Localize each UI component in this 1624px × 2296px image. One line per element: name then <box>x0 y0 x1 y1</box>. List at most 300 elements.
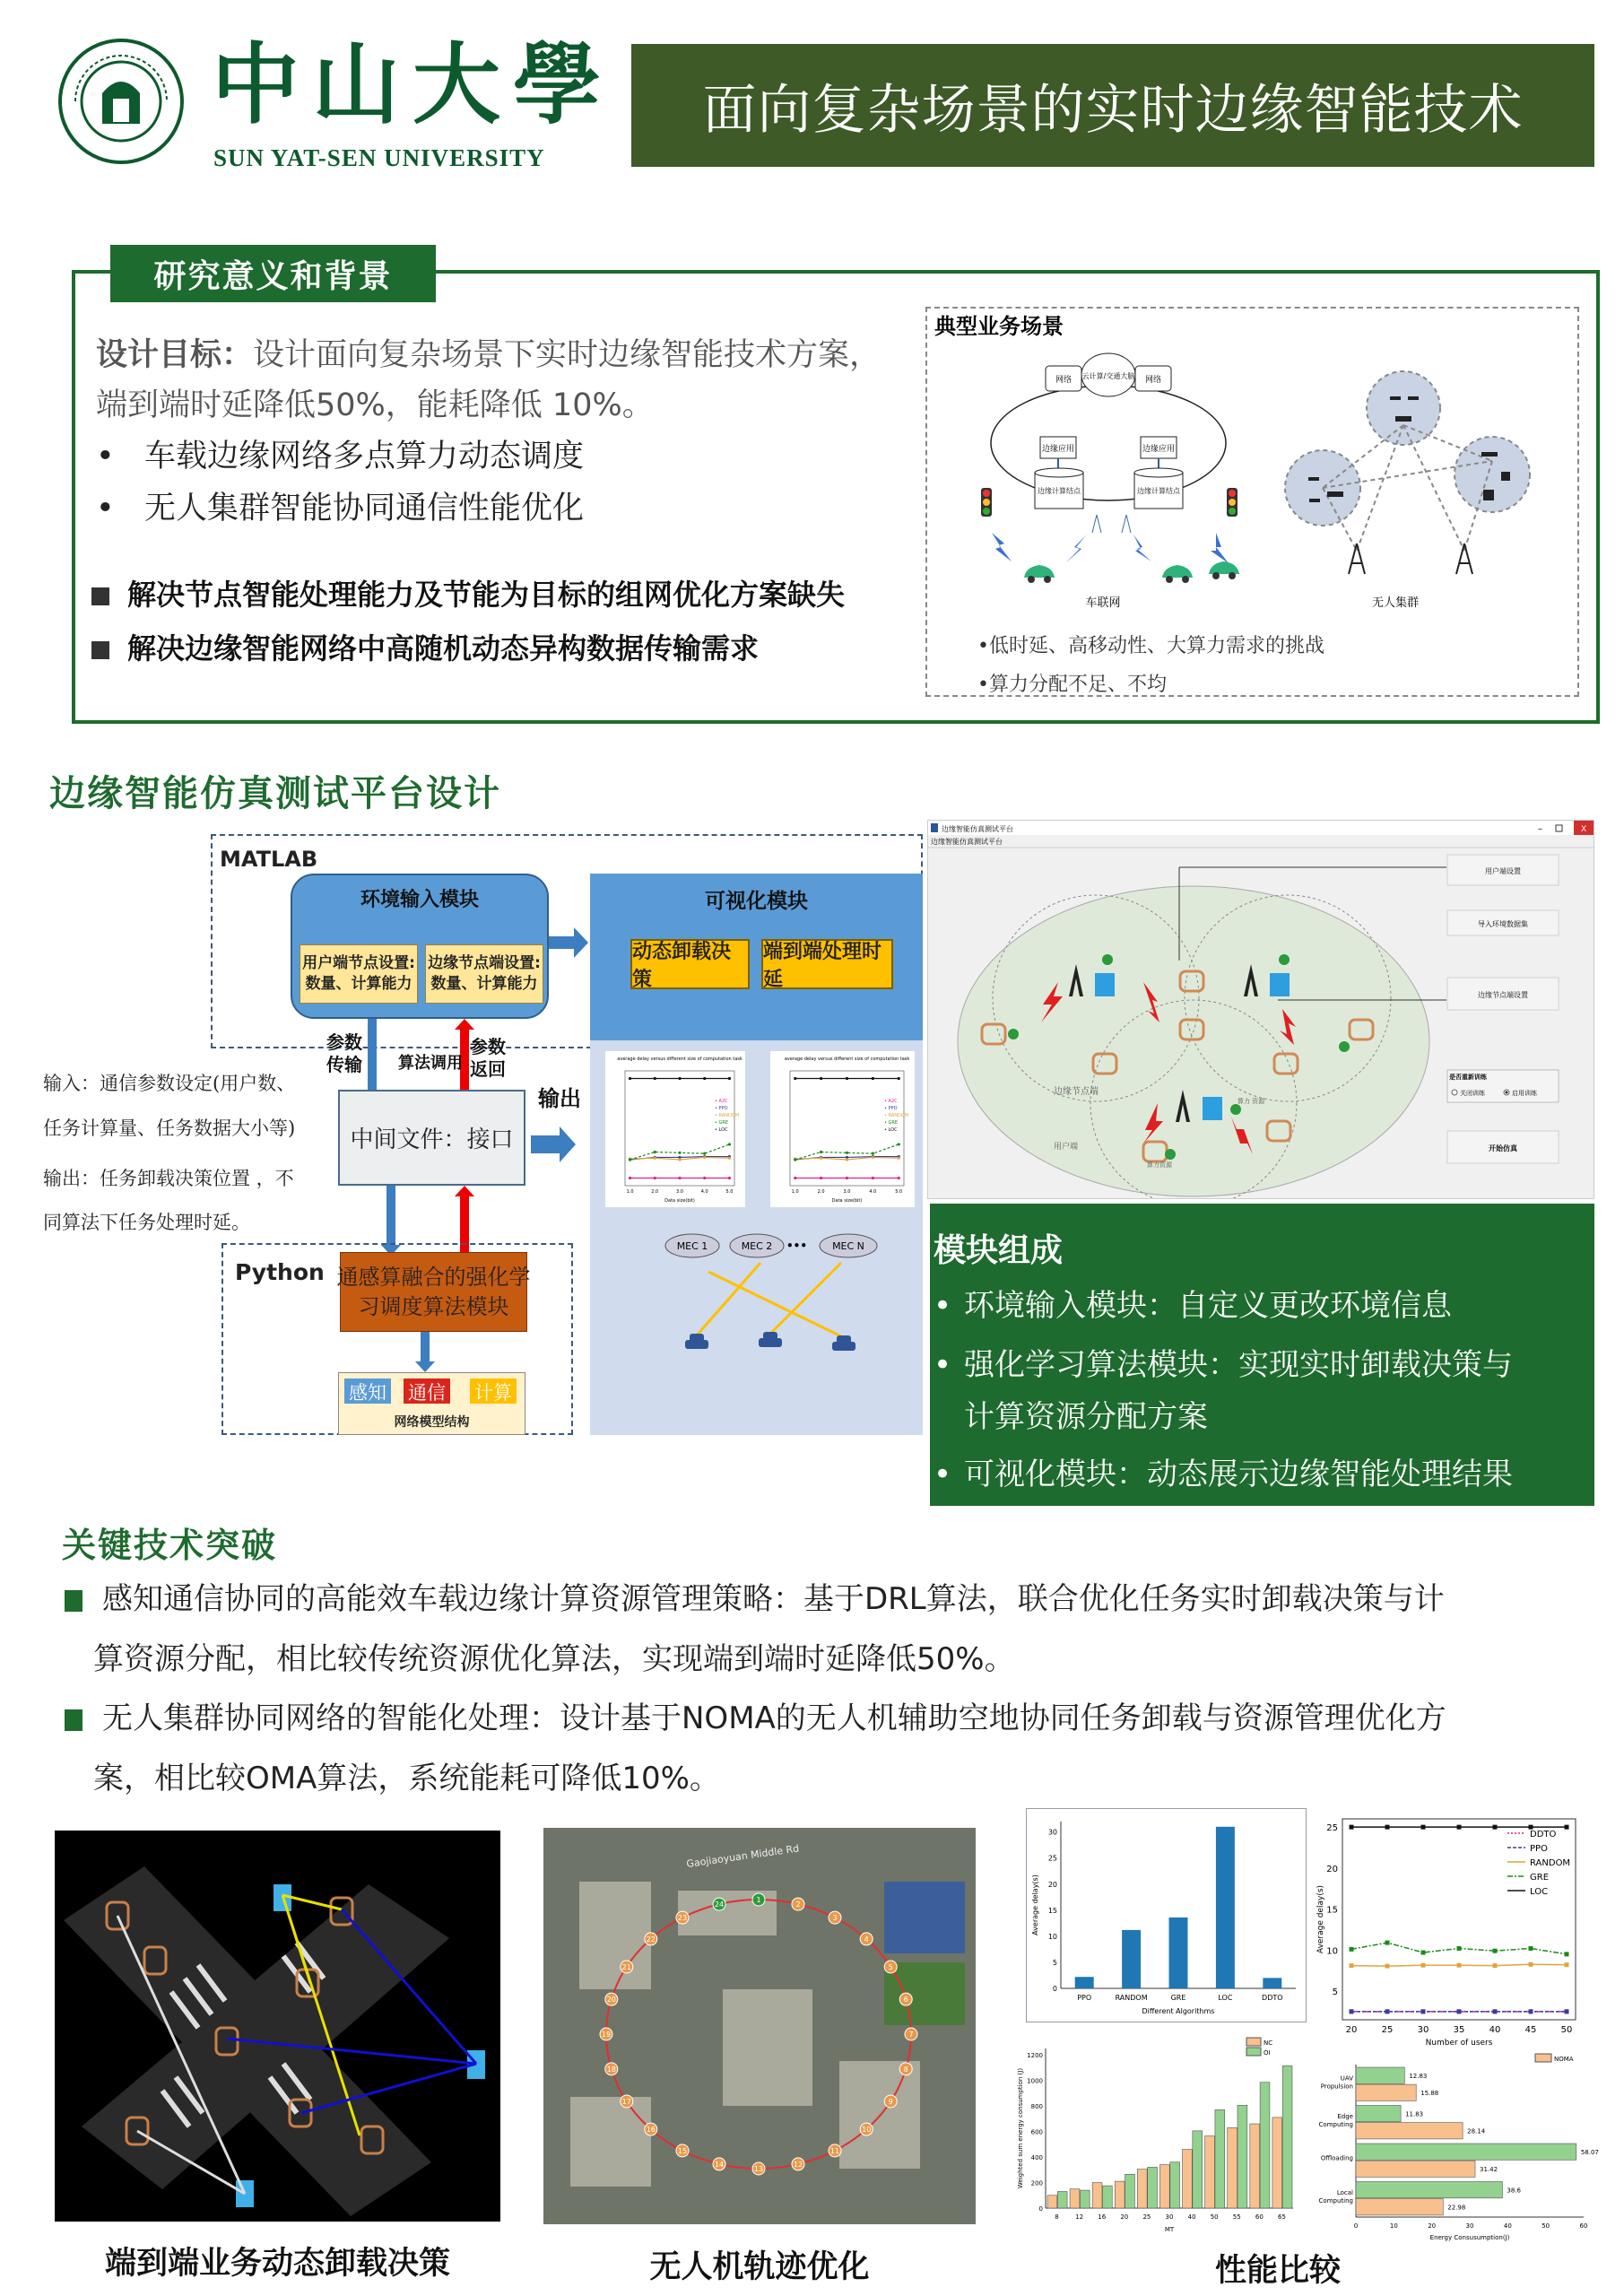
traffic-light-icon <box>981 488 992 517</box>
io-note: 任务计算量、任务数据大小等) <box>43 1118 296 1139</box>
net-part-sensing: 感知 <box>344 1378 391 1404</box>
legend-entry: GRE <box>1530 1873 1550 1883</box>
x-axis-label: Different Algorithms <box>1142 2007 1215 2015</box>
tick-label: RANDOM <box>1115 1994 1148 2002</box>
tick-label: 20 <box>1047 1880 1057 1889</box>
tick-label: 3.0 <box>676 1189 683 1195</box>
data-point <box>1385 1941 1390 1945</box>
env-module-title: 环境输入模块 <box>360 889 479 911</box>
data-point <box>1385 1825 1390 1830</box>
edge-node-label: 边缘计算结点 <box>1137 487 1180 495</box>
bar-oma <box>1356 2067 1404 2083</box>
data-point <box>1493 1825 1498 1830</box>
menu-item[interactable]: 边缘智能仿真测试平台 <box>931 838 1003 846</box>
network-label: 网络 <box>1055 376 1073 385</box>
algo-call-label: 算法调用 <box>398 1054 463 1073</box>
data-point <box>629 1158 631 1161</box>
legend-entry: • PPO <box>715 1106 728 1111</box>
road-label: Gaojiaoyuan Middle Rd <box>685 1842 800 1870</box>
tick-label: PPO <box>1077 1994 1092 2002</box>
figure-caption: 无人机轨迹优化 <box>649 2249 870 2285</box>
simulation-platform-window <box>927 820 1594 1199</box>
tick-label: 35 <box>1453 2025 1465 2035</box>
data-point <box>1529 1825 1533 1830</box>
offloading-decision-figure <box>55 1831 500 2222</box>
tick-label: 0 <box>1052 1985 1057 1993</box>
bar-ddto <box>1263 1978 1281 1988</box>
tick-label: 600 <box>1030 2128 1043 2136</box>
bar-oma <box>1102 2186 1112 2208</box>
car-icon <box>1024 565 1055 583</box>
minimize-button[interactable]: – <box>1538 824 1542 834</box>
data-point <box>872 1156 874 1159</box>
module-item <box>934 1392 1208 1444</box>
energy-grouped-bar-chart <box>1015 2036 1304 2244</box>
challenge-item: •算力分配不足、不均 <box>977 674 1167 695</box>
legend-entry: OI <box>1264 2049 1271 2057</box>
bullet-item: • 无人集群智能协同通信性能优化 <box>96 491 585 526</box>
waypoint-label: 21 <box>621 1963 631 1971</box>
tick-label: 16 <box>1098 2213 1107 2221</box>
data-point <box>1529 1946 1533 1951</box>
python-label: Python <box>235 1259 325 1285</box>
legend-entry: RANDOM <box>1530 1858 1571 1868</box>
antenna-icon <box>1092 515 1131 533</box>
data-point <box>678 1177 681 1179</box>
tick-label: 30 <box>1465 2222 1474 2230</box>
waypoint-label: 8 <box>903 2065 908 2074</box>
tick-label: 0 <box>1038 2205 1043 2213</box>
uav-trajectory-figure <box>543 1828 976 2224</box>
design-goal-line2: 端到端时延降低50%，能耗降低 10%。 <box>96 387 654 423</box>
matlab-label: MATLAB <box>220 847 318 872</box>
button-label: 用户端设置 <box>1485 867 1521 875</box>
window-title: 边缘智能仿真测试平台 <box>942 825 1013 833</box>
legend-entry: • A2C <box>884 1099 898 1104</box>
tick-label: 1.0 <box>791 1189 799 1195</box>
tick-label: 2.0 <box>817 1189 825 1195</box>
data-point <box>1421 2009 1426 2013</box>
y-axis-label: Average delay(s) <box>1031 1874 1039 1935</box>
tick-label: 1000 <box>1027 2077 1043 2085</box>
chart-title: average delay versus different size of computation task <box>784 1057 910 1062</box>
data-point <box>898 1143 900 1145</box>
waypoint-label: 9 <box>888 2098 893 2106</box>
module-text: 计算资源分配方案 <box>964 1399 1208 1435</box>
bar-oma <box>1125 2174 1135 2208</box>
param-return-label: 参数 返回 <box>470 1036 506 1080</box>
waypoint-label: 6 <box>903 1996 908 2005</box>
waypoint-label: 2 <box>795 1900 801 1909</box>
bar-noma <box>1356 2123 1463 2139</box>
category-label: Propulsion <box>1320 2083 1353 2091</box>
tick-label: 30 <box>1165 2213 1174 2221</box>
vis-item: 端到端处理时延 <box>761 939 893 989</box>
bar-noma <box>1115 2181 1125 2208</box>
network-label: 网络 <box>1144 376 1162 385</box>
bar-ppo <box>1075 1977 1094 1988</box>
legend-entry: • LOC <box>715 1127 728 1133</box>
data-point <box>654 1151 656 1153</box>
ellipsis: ••• <box>786 1239 808 1252</box>
data-label: 12.83 <box>1409 2072 1428 2080</box>
tick-label: 15 <box>1326 1905 1338 1916</box>
uav-label: 无人集群 <box>1371 596 1420 610</box>
section-tab-background: 研究意义和背景 <box>110 245 436 302</box>
tick-label: 65 <box>1277 2213 1286 2221</box>
data-point <box>1385 1964 1390 1969</box>
data-point <box>1421 1825 1426 1830</box>
legend-entry: • RANDOM <box>884 1113 909 1118</box>
middle-file-interface: 中间文件：接口 <box>338 1090 525 1186</box>
start-simulation-button[interactable] <box>1447 1131 1559 1163</box>
data-point <box>898 1077 900 1080</box>
waypoint-label: 23 <box>677 1914 688 1923</box>
waypoint-label: 19 <box>601 2031 612 2039</box>
category-label: Local <box>1336 2188 1353 2196</box>
data-point <box>1565 1825 1569 1830</box>
tick-label: 20 <box>1326 1864 1338 1874</box>
design-goal <box>96 330 881 375</box>
university-name-en: SUN YAT-SEN UNIVERSITY <box>213 144 545 171</box>
resource-label: 算力资源 <box>1147 1161 1172 1169</box>
tick-label: 25 <box>1326 1823 1338 1834</box>
bar-random <box>1122 1930 1141 1988</box>
data-point <box>898 1177 900 1179</box>
bar-noma <box>1250 2124 1260 2208</box>
paragraph-text: 感知通信协同的高能效车载边缘计算资源管理策略：基于DRL算法，联合优化任务实时卸载决策与计 <box>102 1581 1445 1617</box>
mini-delay-chart <box>770 1051 915 1207</box>
data-label: 58.07 <box>1580 2148 1599 2156</box>
data-point <box>1457 1825 1462 1830</box>
vnet-label: 车联网 <box>1085 596 1121 610</box>
y-axis-label: Weighted sum energy consumption (J) <box>1017 2067 1024 2189</box>
category-label: Edge <box>1337 2112 1353 2120</box>
tick-label: 0 <box>1353 2222 1359 2230</box>
data-point <box>703 1077 706 1080</box>
data-point <box>629 1077 631 1080</box>
tick-label: 5 <box>1052 1958 1057 1967</box>
data-point <box>654 1077 656 1080</box>
net-part-computing: 计算 <box>470 1378 517 1404</box>
data-point <box>629 1177 631 1179</box>
group-label: 是否重新训练 <box>1449 1074 1487 1081</box>
bar-noma <box>1205 2136 1215 2208</box>
param-transfer-label: 参数 传输 <box>326 1031 362 1075</box>
edge-settings-button[interactable] <box>1447 978 1559 1010</box>
tick-label: 50 <box>1541 2222 1550 2230</box>
mec-offloading-diagram <box>590 1220 923 1372</box>
design-goal-text: 设计面向复杂场景下实时边缘智能技术方案， <box>253 337 881 373</box>
edge-node-setting: 边缘节点端设置: 数量、计算能力 <box>425 944 543 1004</box>
mec-label: MEC 2 <box>741 1240 773 1252</box>
bar-oma <box>1356 2106 1401 2122</box>
module-text: 可视化模块：动态展示边缘智能处理结果 <box>964 1457 1513 1492</box>
legend-entry: • GRE <box>884 1120 899 1126</box>
waypoint-label: 17 <box>621 2098 631 2106</box>
offload-arrows <box>696 1263 841 1336</box>
tick-label: DDTO <box>1262 1994 1283 2002</box>
square-bullet-icon <box>91 587 109 605</box>
data-point <box>1350 2009 1354 2013</box>
tick-label: 10 <box>1389 2222 1398 2230</box>
paragraph-text: 案，相比较OMA算法，系统能耗可降低10%。 <box>93 1761 720 1796</box>
waypoint-label: 4 <box>864 1935 869 1944</box>
output-label: 输出 <box>538 1086 581 1111</box>
tick-label: 800 <box>1030 2103 1043 2111</box>
lightning-icon <box>992 533 1229 563</box>
delay-line-chart <box>1314 1813 1583 2048</box>
paragraph-text: 无人集群协同网络的智能化处理：设计基于NOMA的无人机辅助空地协同任务卸载与资源管理优化方 <box>102 1700 1446 1736</box>
bar-noma <box>1228 2127 1238 2208</box>
vis-module-title: 可视化模块 <box>705 890 808 913</box>
traffic-light-icon <box>1227 488 1238 517</box>
legend-entry: PPO <box>1530 1844 1548 1854</box>
waypoint-label: 7 <box>908 2031 914 2039</box>
mec-label: MEC N <box>832 1240 864 1252</box>
network-ellipse <box>991 386 1226 500</box>
data-point <box>1493 1949 1498 1953</box>
data-point <box>1529 2009 1533 2013</box>
tick-label: 8 <box>1055 2213 1059 2221</box>
waypoint-label: 1 <box>756 1896 761 1904</box>
bar-noma <box>1070 2189 1080 2208</box>
io-note: 输出：任务卸载决策位置 ，不 <box>43 1168 294 1189</box>
tick-label: 5.0 <box>725 1189 734 1195</box>
paragraph-text: 算资源分配，相比较传统资源优化算法，实现端到端时延降低50%。 <box>93 1641 1015 1677</box>
tick-label: 1.0 <box>626 1189 634 1195</box>
legend-entry: DDTO <box>1530 1830 1557 1839</box>
app-icon <box>931 823 938 832</box>
tick-label: 40 <box>1187 2213 1196 2221</box>
user-label: 用户端 <box>1054 1143 1079 1152</box>
io-note: 输入：通信参数设定(用户数、 <box>43 1073 296 1094</box>
module-item: • 可视化模块：动态展示边缘智能处理结果 <box>934 1457 1513 1492</box>
data-point <box>1457 1946 1462 1951</box>
tick-label: 50 <box>1560 2025 1573 2035</box>
data-point <box>846 1152 848 1154</box>
data-label: 11.83 <box>1405 2110 1424 2118</box>
problem-item <box>91 572 845 613</box>
modules-title: 模块组成 <box>934 1232 1064 1269</box>
car-icon <box>685 1334 708 1349</box>
bullet-text: 车载边缘网络多点算力动态调度 <box>144 439 585 474</box>
bar-noma <box>1159 2165 1169 2208</box>
data-point <box>1565 1962 1569 1967</box>
scenario-title: 典型业务场景 <box>934 314 1064 339</box>
square-bullet-icon <box>65 1590 83 1612</box>
cell-tower-icon <box>1349 544 1472 574</box>
car-icon <box>759 1332 782 1347</box>
waypoint-label: 10 <box>862 2126 872 2135</box>
waypoint-label: 20 <box>606 1996 616 2005</box>
tick-label: 60 <box>1255 2213 1264 2221</box>
vis-item: 动态卸载决策 <box>630 939 750 989</box>
bar-noma <box>1356 2161 1475 2177</box>
data-point <box>794 1077 796 1080</box>
data-label: 38.6 <box>1507 2187 1522 2195</box>
data-point <box>1421 1963 1426 1968</box>
category-label: Computing <box>1318 2196 1353 2205</box>
data-point <box>1350 1963 1354 1968</box>
data-point <box>1529 1962 1533 1967</box>
bar-noma <box>1047 2196 1057 2208</box>
waypoint-label: 14 <box>714 2160 725 2169</box>
y-axis-label: Average delay(s) <box>1316 1884 1325 1954</box>
waypoint-label: 11 <box>829 2146 840 2155</box>
bullet-item: • 车载边缘网络多点算力动态调度 <box>96 439 585 474</box>
scenario-panel <box>925 307 1579 697</box>
mec-node <box>730 1234 784 1257</box>
data-point <box>654 1177 656 1179</box>
figure-caption: 端到端业务动态卸载决策 <box>104 2246 450 2282</box>
square-bullet-icon <box>91 641 109 659</box>
data-label: 22.98 <box>1447 2204 1466 2212</box>
tick-label: 12 <box>1075 2213 1084 2221</box>
data-point <box>1565 2009 1569 2013</box>
module-text: 强化学习算法模块：实现实时卸载决策与 <box>964 1347 1513 1383</box>
tick-label: 10 <box>1047 1932 1057 1941</box>
data-point <box>872 1152 874 1155</box>
data-point <box>1565 1952 1569 1956</box>
tick-label: 200 <box>1030 2179 1043 2187</box>
tick-label: 50 <box>1210 2213 1219 2221</box>
data-label: 28.14 <box>1467 2127 1486 2135</box>
chart-title: average delay versus different size of computation task <box>617 1057 743 1062</box>
tick-label: 3.0 <box>843 1189 851 1195</box>
arrow-right-icon <box>549 927 590 958</box>
data-point <box>1350 1947 1354 1952</box>
waypoint-label: 13 <box>753 2165 764 2173</box>
tick-label: 5 <box>1332 1987 1338 1997</box>
legend-entry: • RANDOM <box>715 1113 740 1118</box>
legend-swatch <box>1535 2054 1551 2062</box>
tick-label: 2.0 <box>651 1189 659 1195</box>
data-point <box>820 1077 822 1080</box>
legend-entry: • A2C <box>715 1099 728 1104</box>
edge-node-left <box>1035 437 1083 509</box>
bar-oma <box>1193 2131 1203 2208</box>
io-note: 同算法下任务处理时延。 <box>43 1212 250 1233</box>
legend-entry: LOC <box>1530 1887 1549 1897</box>
tick-label: 20 <box>1428 2222 1437 2230</box>
tick-label: LOC <box>1218 1994 1233 2002</box>
data-point <box>872 1177 874 1179</box>
data-point <box>678 1158 681 1161</box>
user-node-setting: 用户端节点设置: 数量、计算能力 <box>300 944 418 1004</box>
tick-label: 20 <box>1120 2213 1129 2221</box>
bar-noma <box>1356 2084 1416 2100</box>
data-point <box>794 1177 796 1179</box>
data-point <box>703 1152 706 1155</box>
cloud-label: 云计算/交通大脑 <box>1081 372 1135 380</box>
bar-noma <box>1137 2170 1147 2208</box>
data-point <box>703 1177 706 1179</box>
data-point <box>1457 2009 1462 2013</box>
tick-label: 4.0 <box>869 1189 877 1195</box>
waypoint-label: 15 <box>677 2146 688 2155</box>
button-label: 开始仿真 <box>1489 1144 1517 1152</box>
bar-oma <box>1170 2162 1180 2208</box>
bar-oma <box>1057 2191 1067 2208</box>
button-label: 边缘节点端设置 <box>1478 991 1528 999</box>
tick-label: 20 <box>1345 2025 1358 2035</box>
arrow-right-icon <box>531 1126 576 1162</box>
waypoint-label: 5 <box>888 1963 893 1971</box>
data-point <box>898 1157 900 1160</box>
bar-oma <box>1260 2083 1270 2208</box>
rl-scheduling-module: 通感算融合的强化学 习调度算法模块 <box>340 1252 527 1332</box>
data-point <box>1421 1951 1426 1955</box>
legend-entry: NC <box>1264 2039 1273 2047</box>
tick-label: 5.0 <box>895 1189 903 1195</box>
x-axis-label: MT <box>1164 2226 1175 2233</box>
edge-node-right <box>1134 437 1183 509</box>
poster-title: 面向复杂场景的实时边缘智能技术 <box>631 44 1594 167</box>
tick-label: 1200 <box>1027 2052 1043 2060</box>
university-name-cn: 中山大學 <box>212 33 614 136</box>
tick-label: 400 <box>1030 2154 1043 2162</box>
bar-oma <box>1282 2066 1292 2208</box>
bar-oma <box>1238 2105 1247 2208</box>
user-settings-button[interactable] <box>1447 855 1559 885</box>
data-point <box>1350 1825 1354 1830</box>
net-part-communication: 通信 <box>404 1378 450 1404</box>
data-point <box>846 1177 848 1179</box>
university-seal <box>57 38 185 165</box>
tick-label: 40 <box>1503 2222 1512 2230</box>
cloud-icon <box>1046 353 1171 396</box>
legend-swatch <box>1246 2038 1261 2046</box>
section-heading-platform: 边缘智能仿真测试平台设计 <box>49 773 501 814</box>
tick-label: 45 <box>1524 2025 1537 2035</box>
waypoint-label: 22 <box>646 1935 656 1944</box>
module-item: • 环境输入模块：自定义更改环境信息 <box>934 1288 1452 1324</box>
square-bullet-icon <box>65 1709 83 1731</box>
tick-label: 10 <box>1326 1946 1338 1957</box>
tick-label: 25 <box>1142 2213 1151 2221</box>
car-icon <box>832 1335 855 1351</box>
module-item: • 强化学习算法模块：实现实时卸载决策与 <box>934 1347 1513 1383</box>
data-point <box>1493 1963 1498 1968</box>
mec-node <box>820 1234 877 1257</box>
tick-label: 25 <box>1047 1854 1057 1863</box>
bar-loc <box>1216 1827 1235 1988</box>
mec-node <box>665 1234 719 1257</box>
tick-label: 30 <box>1047 1828 1057 1837</box>
breakthrough-item <box>65 1689 1446 1749</box>
data-point <box>654 1157 656 1160</box>
car-icon <box>1209 561 1239 579</box>
car-icon <box>1162 565 1193 583</box>
module-text: 环境输入模块：自定义更改环境信息 <box>964 1288 1452 1324</box>
import-dataset-button[interactable] <box>1447 910 1559 935</box>
delay-bar-chart <box>1026 1808 1307 2022</box>
edge-app-label: 边缘应用 <box>1041 445 1075 454</box>
edge-node-label: 边缘计算结点 <box>1038 487 1081 495</box>
data-label: 15.88 <box>1420 2090 1439 2098</box>
legend-swatch <box>1246 2048 1261 2056</box>
data-label: 31.42 <box>1480 2166 1498 2174</box>
data-point <box>846 1077 848 1080</box>
legend-entry: • PPO <box>884 1106 898 1111</box>
button-label: 导入环境数据集 <box>1478 920 1528 928</box>
radio-label: 关闭训练 <box>1460 1090 1485 1097</box>
waypoint-label: 24 <box>714 1900 725 1909</box>
category-label: Computing <box>1318 2120 1353 2128</box>
energy-horizontal-bar-chart <box>1304 2052 1600 2244</box>
tick-label: 55 <box>1232 2213 1241 2221</box>
